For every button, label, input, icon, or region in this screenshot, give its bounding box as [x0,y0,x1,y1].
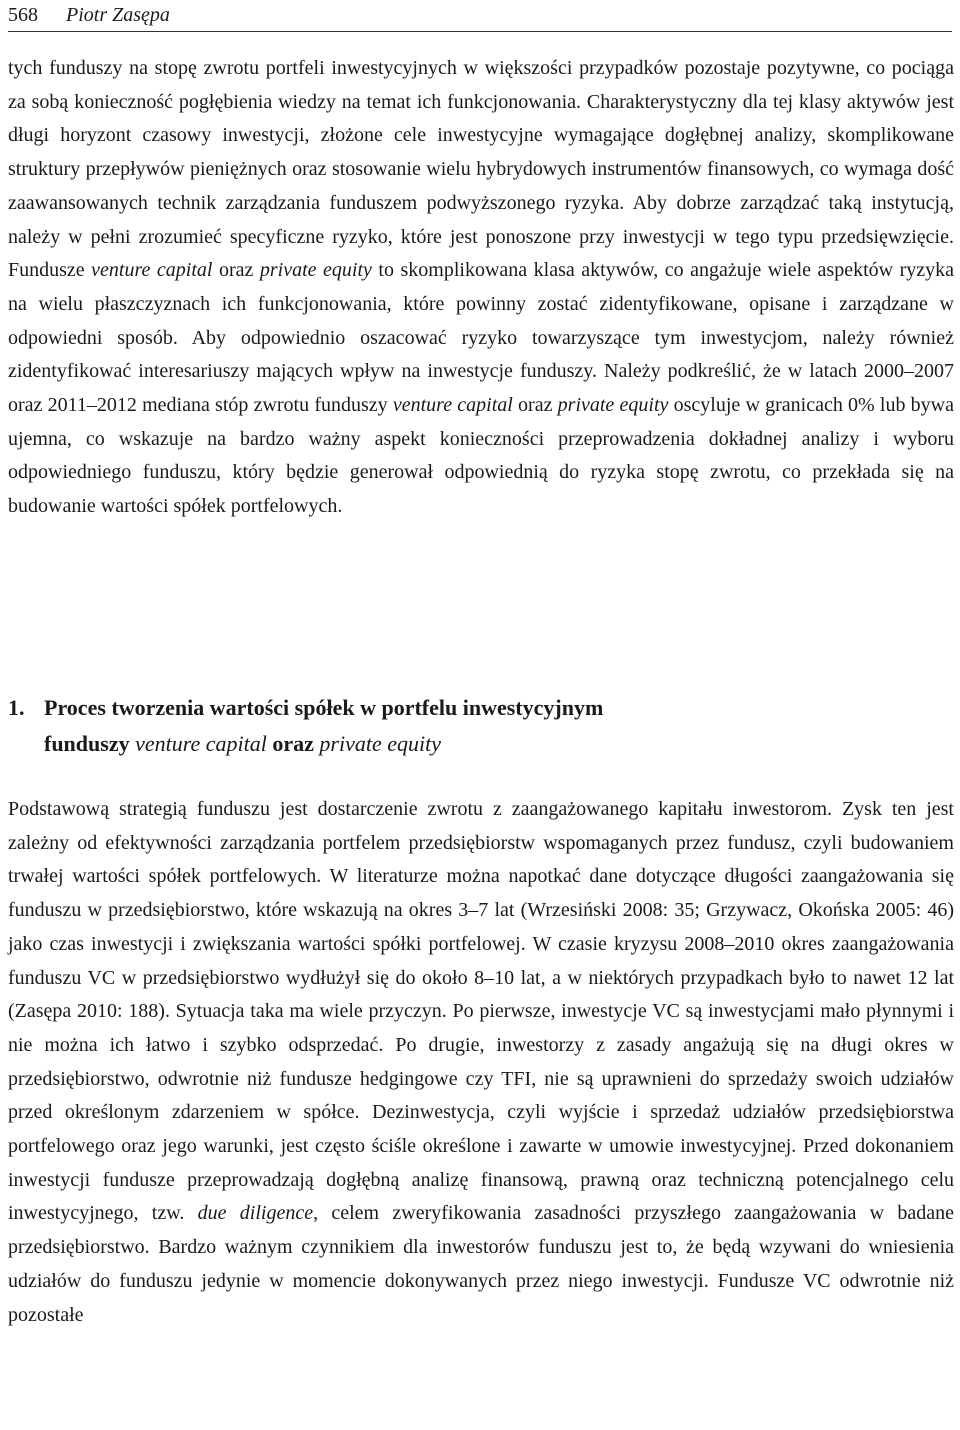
section-heading-line-2 [8,726,954,762]
section-title-part: Proces tworzenia wartości spółek w portfelu inwestycyjnym [44,695,604,720]
paragraph-text: tych funduszy na stopę zwrotu portfeli inwestycyjnych w większości przypadków pozostaje pozytywne, co pociąga za sobą konieczność pogłębienia wiedzy na temat ich funkcjonowania. Charakterystyczny dla tej klasy aktywów jest długi horyzont czasowy inwestycji, złożone cele inwestycyjne wymagające dogłębnej analizy, skomplikowane struktury przepływów pieniężnych oraz stosowanie wielu hybrydowych instrumentów finansowych, co wymaga dość zaawansowanych technik zarządzania funduszem podwyższonego ryzyka. Aby dobrze zarządzać taką instytucją, należy w pełni zrozumieć specyficzne ryzyko, które jest ponoszone przy inwestycji w tego typu przedsięwzięcie. Fundusze [8,57,954,282]
paragraph-text: to skomplikowana klasa aktywów, co angażuje wiele aspektów ryzyka na wielu płaszczyznach ich funkcjonowania, które powinny zostać zidentyfikowane, opisane i zarządzane w odpowiedni sposób. Aby odpowiednio oszacować ryzyko towarzyszące tym inwestycjom, należy również zidentyfikować interesariuszy mających wpływ na inwestycje funduszy. Należy podkreślić, że w latach 2000–2007 oraz 2011–2012 mediana stóp zwrotu funduszy [8,259,954,417]
paragraph-text: , celem zweryfikowania zasadności przyszłego zaangażowania w badane przedsiębiorstwo. Bardzo ważnym czynnikiem dla inwestorów funduszu jest to, że będą wzywani do wniesienia udziałów do funduszu jedynie w momencie dokonywanych przez niego inwestycji. Fundusze VC odwrotnie niż pozostałe [8,1202,954,1326]
body-paragraph-2 [8,793,954,1332]
section-title-part: funduszy [44,731,136,756]
section-heading-line-1 [8,690,954,726]
running-head-author: Piotr Zasępa [66,4,170,26]
paragraph-text: oraz [212,259,260,282]
paragraph-text: oscyluje w granicach 0% lub bywa ujemna, co wskazuje na bardzo ważny aspekt konieczności przeprowadzenia dokładnej analizy i wyboru odpowiedniego funduszu, który będzie generował odpowiednią do ryzyka stopę zwrotu, co przekłada się na budowanie wartości spółek portfelowych. [8,394,954,518]
section-title-italic: venture capital [135,731,267,756]
italic-term-venture-capital: venture capital [91,259,213,282]
section-number: 1. [8,695,25,720]
section-title-italic: private equity [319,731,441,756]
running-head [8,2,952,32]
italic-term-due-diligence: due diligence [197,1202,314,1225]
section-title-part: oraz [266,731,320,756]
header-rule [8,31,952,32]
paragraph-text: oraz [512,394,558,417]
paragraph-text: Podstawową strategią funduszu jest dostarczenie zwrotu z zaangażowanego kapitału inwestorom. Zysk ten jest zależny od efektywności zarządzania portfelem przedsiębiorstw wspomaganych przez fundusz, czyli budowaniem trwałej wartości spółek portfelowych. W literaturze można napotkać dane dotyczące długości zaangażowania się funduszu w przedsiębiorstwo, które wskazują na okres 3–7 lat (Wrzesiński 2008: 35; Grzywacz, Okońska 2005: 46) jako czas inwestycji i zwiększania wartości spółki portfelowej. W czasie kryzysu 2008–2010 okres zaangażowania funduszu VC w przedsiębiorstwo wydłużył się do około 8–10 lat, a w niektórych przypadkach było to nawet 12 lat (Zasępa 2010: 188). Sytuacja taka ma wiele przyczyn. Po pierwsze, inwestycje VC są inwestycjami mało płynnymi i nie można ich łatwo i szybko odsprzedać. Po drugie, inwestorzy z zasady angażują się na długi okres w przedsiębiorstwo, odwrotnie niż fundusze hedgingowe czy TFI, nie są uprawnieni do sprzedaży swoich udziałów przed określonym zdarzeniem w spółce. Dezinwestycja, czyli wyjście i sprzedaż udziałów przedsiębiorstwa portfelowego oraz jego warunki, jest często ściśle określone i zawarte w umowie inwestycyjnej. Przed dokonaniem inwestycji fundusze przeprowadzają dogłębną analizę finansową, prawną oraz techniczną potencjalnego celu inwestycyjnego, tzw. [8,798,954,1225]
italic-term-private-equity: private equity [557,394,669,417]
body-paragraph-1 [8,52,954,524]
italic-term-venture-capital: venture capital [392,394,513,417]
italic-term-private-equity: private equity [259,259,372,282]
page-number: 568 [8,4,38,26]
section-heading [8,690,954,762]
